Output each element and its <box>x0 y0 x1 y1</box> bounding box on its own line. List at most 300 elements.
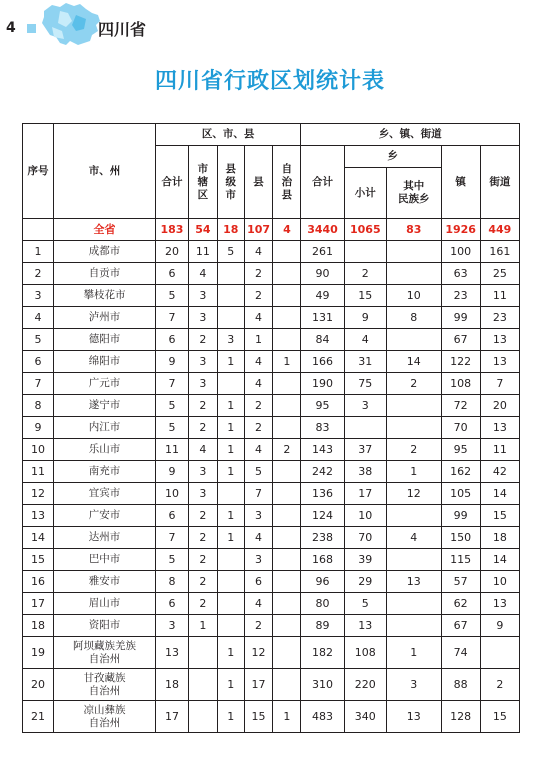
table-cell: 5 <box>217 241 244 263</box>
table-cell: 13 <box>344 615 386 637</box>
city-name-cell: 绵阳市 <box>53 351 155 373</box>
header-city: 市、州 <box>53 124 155 219</box>
table-cell: 29 <box>344 571 386 593</box>
table-cell <box>273 593 301 615</box>
table-cell: 5 <box>23 329 54 351</box>
table-cell: 3 <box>188 285 217 307</box>
table-cell: 122 <box>441 351 480 373</box>
table-cell: 13 <box>480 351 519 373</box>
table-cell: 6 <box>155 329 188 351</box>
table-cell: 4 <box>344 329 386 351</box>
table-cell: 4 <box>244 373 273 395</box>
table-cell <box>217 571 244 593</box>
header-township: 乡 <box>344 146 441 168</box>
total-cell <box>23 219 54 241</box>
table-cell: 9 <box>480 615 519 637</box>
table-cell <box>273 571 301 593</box>
header-county-city: 县 级 市 <box>217 146 244 219</box>
table-cell: 1 <box>217 637 244 669</box>
table-cell <box>386 329 441 351</box>
table-cell: 10 <box>23 439 54 461</box>
table-cell <box>386 505 441 527</box>
city-name-cell: 攀枝花市 <box>53 285 155 307</box>
table-cell: 42 <box>480 461 519 483</box>
table-cell: 2 <box>188 329 217 351</box>
table-cell: 9 <box>23 417 54 439</box>
header-town: 镇 <box>441 146 480 219</box>
table-cell: 3 <box>188 351 217 373</box>
table-cell: 70 <box>344 527 386 549</box>
table-cell: 6 <box>155 263 188 285</box>
table-cell: 6 <box>155 505 188 527</box>
table-cell: 39 <box>344 549 386 571</box>
table-cell: 1 <box>386 637 441 669</box>
table-cell: 1 <box>244 329 273 351</box>
table-cell: 2 <box>244 285 273 307</box>
table-cell: 63 <box>441 263 480 285</box>
table-cell: 7 <box>155 373 188 395</box>
table-cell: 1 <box>217 527 244 549</box>
table-cell: 16 <box>23 571 54 593</box>
table-cell: 13 <box>23 505 54 527</box>
table-cell: 143 <box>301 439 344 461</box>
table-cell: 261 <box>301 241 344 263</box>
table-cell: 9 <box>344 307 386 329</box>
header-district: 市 辖 区 <box>188 146 217 219</box>
table-cell: 31 <box>344 351 386 373</box>
table-cell <box>217 373 244 395</box>
province-label: 四川省 <box>98 20 147 39</box>
table-row <box>23 593 520 615</box>
table-cell: 2 <box>344 263 386 285</box>
table-cell: 20 <box>155 241 188 263</box>
table-cell: 13 <box>386 571 441 593</box>
table-cell: 6 <box>23 351 54 373</box>
table-cell: 13 <box>480 329 519 351</box>
table-cell: 2 <box>273 439 301 461</box>
total-cell: 54 <box>188 219 217 241</box>
table-cell: 310 <box>301 669 344 701</box>
table-cell: 2 <box>244 417 273 439</box>
table-cell: 2 <box>23 263 54 285</box>
table-cell: 14 <box>480 483 519 505</box>
table-cell: 80 <box>301 593 344 615</box>
table-cell: 5 <box>155 285 188 307</box>
table-cell <box>273 669 301 701</box>
table-cell: 483 <box>301 701 344 733</box>
table-cell: 1 <box>273 351 301 373</box>
table-cell <box>273 373 301 395</box>
table-cell: 124 <box>301 505 344 527</box>
table-cell: 67 <box>441 615 480 637</box>
table-cell: 49 <box>301 285 344 307</box>
table-cell: 99 <box>441 307 480 329</box>
table-cell: 67 <box>441 329 480 351</box>
table-row <box>23 669 520 701</box>
table-cell: 150 <box>441 527 480 549</box>
total-cell: 18 <box>217 219 244 241</box>
city-name-cell: 凉山彝族 自治州 <box>53 701 155 733</box>
table-cell: 4 <box>188 263 217 285</box>
table-cell: 1 <box>188 615 217 637</box>
table-cell: 7 <box>23 373 54 395</box>
table-cell: 1 <box>217 439 244 461</box>
table-cell <box>386 241 441 263</box>
city-name-cell: 雅安市 <box>53 571 155 593</box>
table-cell <box>273 549 301 571</box>
table-row <box>23 701 520 733</box>
table-cell <box>386 615 441 637</box>
table-cell <box>217 549 244 571</box>
table-cell: 8 <box>386 307 441 329</box>
table-cell: 7 <box>155 527 188 549</box>
table-cell <box>344 241 386 263</box>
table-cell: 1 <box>23 241 54 263</box>
table-cell: 128 <box>441 701 480 733</box>
table-cell: 20 <box>480 395 519 417</box>
city-name-cell: 广元市 <box>53 373 155 395</box>
table-cell: 220 <box>344 669 386 701</box>
table-cell: 166 <box>301 351 344 373</box>
table-cell: 190 <box>301 373 344 395</box>
table-cell: 75 <box>344 373 386 395</box>
table-cell: 162 <box>441 461 480 483</box>
table-cell: 1 <box>217 461 244 483</box>
table-cell: 2 <box>188 505 217 527</box>
table-cell: 2 <box>188 549 217 571</box>
table-cell: 105 <box>441 483 480 505</box>
table-cell: 3 <box>188 373 217 395</box>
table-cell: 100 <box>441 241 480 263</box>
header-group-town: 乡、镇、街道 <box>301 124 520 146</box>
table-row <box>23 351 520 373</box>
table-cell: 4 <box>188 439 217 461</box>
table-cell: 5 <box>244 461 273 483</box>
table-cell: 10 <box>155 483 188 505</box>
table-cell <box>386 417 441 439</box>
table-cell <box>386 549 441 571</box>
table-cell <box>188 669 217 701</box>
table-cell: 168 <box>301 549 344 571</box>
table-cell: 88 <box>441 669 480 701</box>
table-cell: 25 <box>480 263 519 285</box>
table-cell: 5 <box>155 417 188 439</box>
city-name-cell: 成都市 <box>53 241 155 263</box>
table-cell: 83 <box>301 417 344 439</box>
table-cell: 108 <box>344 637 386 669</box>
table-cell: 2 <box>386 439 441 461</box>
table-cell: 2 <box>188 417 217 439</box>
table-cell <box>188 701 217 733</box>
table-cell: 1 <box>217 395 244 417</box>
bullet-square-icon <box>27 24 36 33</box>
table-row <box>23 285 520 307</box>
table-cell: 131 <box>301 307 344 329</box>
table-cell: 89 <box>301 615 344 637</box>
table-cell: 3 <box>344 395 386 417</box>
table-row <box>23 263 520 285</box>
table-body <box>23 219 520 733</box>
table-cell <box>386 263 441 285</box>
total-cell: 4 <box>273 219 301 241</box>
total-cell: 107 <box>244 219 273 241</box>
table-cell: 340 <box>344 701 386 733</box>
city-name-cell: 资阳市 <box>53 615 155 637</box>
table-cell: 38 <box>344 461 386 483</box>
table-row <box>23 615 520 637</box>
table-cell: 4 <box>244 307 273 329</box>
table-cell: 12 <box>23 483 54 505</box>
table-cell: 2 <box>244 263 273 285</box>
city-name-cell: 遂宁市 <box>53 395 155 417</box>
header-seq: 序号 <box>23 124 54 219</box>
table-cell: 2 <box>188 571 217 593</box>
city-name-cell: 达州市 <box>53 527 155 549</box>
table-cell: 90 <box>301 263 344 285</box>
city-name-cell: 乐山市 <box>53 439 155 461</box>
table-cell: 96 <box>301 571 344 593</box>
table-cell <box>273 483 301 505</box>
table-row <box>23 505 520 527</box>
table-cell: 3 <box>244 505 273 527</box>
table-cell: 3 <box>188 461 217 483</box>
city-name-cell: 广安市 <box>53 505 155 527</box>
table-cell: 3 <box>188 483 217 505</box>
table-cell <box>217 593 244 615</box>
table-cell <box>273 263 301 285</box>
table-cell: 3 <box>386 669 441 701</box>
table-cell: 17 <box>344 483 386 505</box>
total-cell: 183 <box>155 219 188 241</box>
total-cell: 83 <box>386 219 441 241</box>
table-cell: 1 <box>273 701 301 733</box>
table-cell: 2 <box>244 395 273 417</box>
table-cell <box>273 285 301 307</box>
table-cell <box>273 461 301 483</box>
table-cell: 182 <box>301 637 344 669</box>
table-row <box>23 527 520 549</box>
table-cell: 11 <box>23 461 54 483</box>
table-cell <box>273 615 301 637</box>
city-name-cell: 南充市 <box>53 461 155 483</box>
table-cell: 13 <box>480 417 519 439</box>
table-cell: 15 <box>480 701 519 733</box>
table-cell: 3 <box>217 329 244 351</box>
table-cell <box>273 527 301 549</box>
table-cell: 10 <box>480 571 519 593</box>
city-name-cell: 眉山市 <box>53 593 155 615</box>
table-cell: 9 <box>155 461 188 483</box>
table-cell: 13 <box>480 593 519 615</box>
table-cell: 13 <box>386 701 441 733</box>
table-cell: 1 <box>217 701 244 733</box>
table-cell <box>273 505 301 527</box>
table-row <box>23 483 520 505</box>
table-cell: 115 <box>441 549 480 571</box>
table-cell <box>273 329 301 351</box>
header-group-county: 区、市、县 <box>155 124 300 146</box>
table-cell: 17 <box>155 701 188 733</box>
table-cell: 2 <box>188 527 217 549</box>
table-cell <box>217 483 244 505</box>
table-cell <box>386 593 441 615</box>
table-cell: 15 <box>480 505 519 527</box>
table-cell: 5 <box>344 593 386 615</box>
table-cell: 15 <box>244 701 273 733</box>
sichuan-map-icon <box>40 1 102 47</box>
table-cell: 2 <box>188 395 217 417</box>
table-cell <box>273 637 301 669</box>
table-cell: 242 <box>301 461 344 483</box>
table-row <box>23 395 520 417</box>
table-cell <box>273 395 301 417</box>
table-cell <box>217 263 244 285</box>
table-cell: 18 <box>23 615 54 637</box>
table-cell: 4 <box>244 439 273 461</box>
table-cell: 18 <box>480 527 519 549</box>
table-cell: 95 <box>441 439 480 461</box>
table-cell: 21 <box>23 701 54 733</box>
table-cell: 4 <box>244 593 273 615</box>
table-row <box>23 637 520 669</box>
table-cell: 6 <box>244 571 273 593</box>
table-cell: 23 <box>441 285 480 307</box>
table-cell: 4 <box>244 527 273 549</box>
table-row <box>23 461 520 483</box>
table-cell <box>344 417 386 439</box>
table-cell: 136 <box>301 483 344 505</box>
table-cell: 4 <box>244 351 273 373</box>
city-name-cell: 内江市 <box>53 417 155 439</box>
table-cell: 11 <box>480 439 519 461</box>
table-cell: 6 <box>155 593 188 615</box>
city-name-cell: 阿坝藏族羌族 自治州 <box>53 637 155 669</box>
table-cell: 17 <box>244 669 273 701</box>
table-cell: 20 <box>23 669 54 701</box>
table-cell: 1 <box>386 461 441 483</box>
total-cell: 1065 <box>344 219 386 241</box>
table-cell: 11 <box>155 439 188 461</box>
table-cell: 1 <box>217 505 244 527</box>
table-row <box>23 241 520 263</box>
header-total: 合计 <box>155 146 188 219</box>
table-cell: 3 <box>244 549 273 571</box>
table-cell: 3 <box>23 285 54 307</box>
table-row <box>23 307 520 329</box>
table-cell: 2 <box>480 669 519 701</box>
city-name-cell: 甘孜藏族 自治州 <box>53 669 155 701</box>
page-title: 四川省行政区划统计表 <box>154 69 385 94</box>
header-subtotal: 小计 <box>344 168 386 219</box>
city-name-cell: 德阳市 <box>53 329 155 351</box>
header-county: 县 <box>244 146 273 219</box>
table-cell <box>217 615 244 637</box>
table-row <box>23 329 520 351</box>
table-cell: 10 <box>386 285 441 307</box>
table-cell: 11 <box>480 285 519 307</box>
table-cell: 84 <box>301 329 344 351</box>
table-cell: 1 <box>217 417 244 439</box>
table-cell: 4 <box>23 307 54 329</box>
table-cell: 2 <box>386 373 441 395</box>
table-cell: 57 <box>441 571 480 593</box>
table-cell: 7 <box>244 483 273 505</box>
table-cell: 7 <box>480 373 519 395</box>
table-cell: 74 <box>441 637 480 669</box>
table-cell: 8 <box>23 395 54 417</box>
table-cell: 12 <box>244 637 273 669</box>
table-cell: 14 <box>480 549 519 571</box>
table-cell: 95 <box>301 395 344 417</box>
table-cell: 62 <box>441 593 480 615</box>
table-cell: 37 <box>344 439 386 461</box>
table-cell: 9 <box>155 351 188 373</box>
table-cell: 99 <box>441 505 480 527</box>
table-cell <box>386 395 441 417</box>
table-cell: 161 <box>480 241 519 263</box>
table-cell: 3 <box>155 615 188 637</box>
table-cell <box>217 307 244 329</box>
city-name-cell: 宜宾市 <box>53 483 155 505</box>
table-cell: 1 <box>217 351 244 373</box>
table-cell <box>273 417 301 439</box>
header-autonomous-county: 自 治 县 <box>273 146 301 219</box>
total-name: 全省 <box>53 219 155 241</box>
table-cell: 8 <box>155 571 188 593</box>
statistics-table <box>22 123 520 733</box>
table-cell: 3 <box>188 307 217 329</box>
table-cell: 7 <box>155 307 188 329</box>
table-cell: 13 <box>155 637 188 669</box>
header-street: 街道 <box>480 146 519 219</box>
table-cell: 108 <box>441 373 480 395</box>
table-cell: 238 <box>301 527 344 549</box>
table-cell: 11 <box>188 241 217 263</box>
table-row <box>23 373 520 395</box>
table-cell: 19 <box>23 637 54 669</box>
table-cell: 4 <box>386 527 441 549</box>
total-cell: 449 <box>480 219 519 241</box>
total-cell: 1926 <box>441 219 480 241</box>
table-header <box>23 124 520 219</box>
table-cell: 70 <box>441 417 480 439</box>
table-cell: 14 <box>386 351 441 373</box>
table-cell <box>273 241 301 263</box>
page-header <box>0 0 540 60</box>
table-cell: 15 <box>23 549 54 571</box>
table-row <box>23 571 520 593</box>
table-cell: 15 <box>344 285 386 307</box>
table-row <box>23 549 520 571</box>
city-name-cell: 自贡市 <box>53 263 155 285</box>
table-cell: 1 <box>217 669 244 701</box>
table-cell <box>480 637 519 669</box>
table-cell: 23 <box>480 307 519 329</box>
total-row <box>23 219 520 241</box>
page-number: 4 <box>6 20 16 36</box>
table-row <box>23 439 520 461</box>
table-cell <box>188 637 217 669</box>
table-cell: 10 <box>344 505 386 527</box>
table-row <box>23 417 520 439</box>
table-cell <box>273 307 301 329</box>
table-cell: 72 <box>441 395 480 417</box>
city-name-cell: 巴中市 <box>53 549 155 571</box>
table-cell: 5 <box>155 549 188 571</box>
table-cell: 14 <box>23 527 54 549</box>
city-name-cell: 泸州市 <box>53 307 155 329</box>
total-cell: 3440 <box>301 219 344 241</box>
